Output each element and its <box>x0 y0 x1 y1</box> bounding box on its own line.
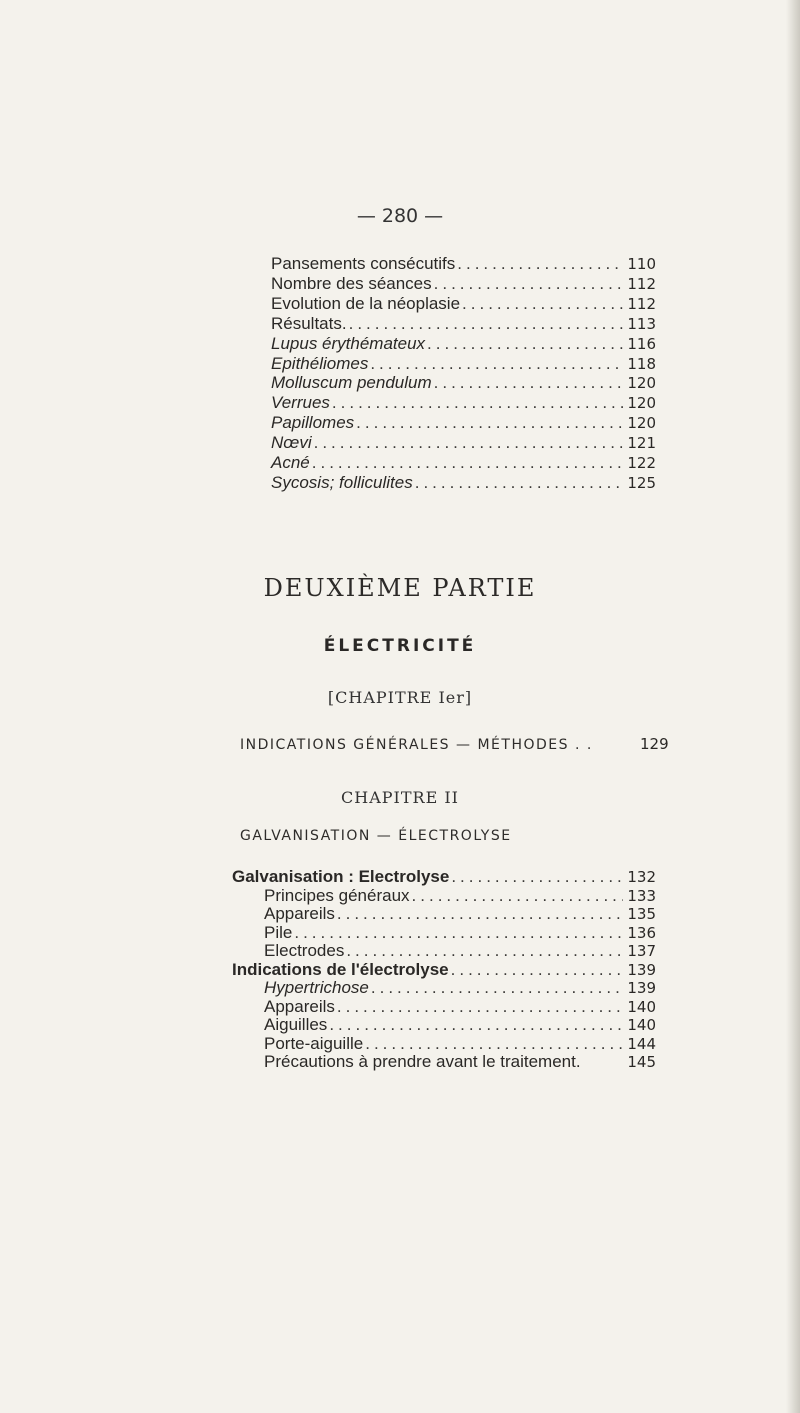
leader-dots <box>427 334 623 354</box>
toc-entry-label: Aiguilles <box>264 1015 328 1034</box>
toc-entry-label: Principes généraux <box>264 885 410 905</box>
toc-row <box>271 453 656 473</box>
leader-dots <box>294 923 623 943</box>
toc-row <box>271 274 656 294</box>
toc-row <box>264 904 656 924</box>
toc-entry-label: Epithéliomes <box>271 353 369 373</box>
chapter-1-subtitle: INDICATIONS GÉNÉRALES — MÉTHODES . . <box>240 737 593 753</box>
toc-entry-page: 122 <box>627 454 656 472</box>
toc-entry-label: Précautions à prendre avant le traitement. <box>264 1052 581 1071</box>
leader-dots <box>337 997 623 1017</box>
leader-dots <box>434 274 624 294</box>
chapter-1-page: 129 <box>640 735 669 753</box>
toc-entry-label: Lupus érythémateux <box>271 333 426 353</box>
toc-entry-label: Porte-aiguille <box>264 1033 364 1053</box>
toc-row <box>271 433 656 453</box>
leader-dots <box>349 314 624 334</box>
toc-entry-page: 136 <box>627 923 656 942</box>
section-title: ÉLECTRICITÉ <box>323 636 477 656</box>
toc-row <box>271 373 656 393</box>
leader-dots <box>312 453 624 473</box>
leader-dots <box>337 904 623 924</box>
leader-dots <box>371 978 623 998</box>
leader-dots <box>457 254 623 274</box>
leader-dots <box>462 294 623 314</box>
toc-entry-label: Appareils <box>264 904 335 923</box>
toc-row <box>264 978 656 998</box>
leader-dots <box>412 886 624 906</box>
toc-entry-page: 139 <box>627 979 656 997</box>
toc-entry-page: 120 <box>627 374 656 393</box>
toc-entry-label: Evolution de la néoplasie <box>271 293 461 313</box>
leader-dots <box>451 867 623 887</box>
toc-row <box>271 473 656 493</box>
toc-entry-page: 120 <box>627 414 656 433</box>
toc-entry-page: 144 <box>627 1034 656 1053</box>
toc-entry-label: Résultats. <box>271 313 347 333</box>
toc-entry-label: Pile <box>264 922 293 942</box>
toc-entry-label: Hypertrichose <box>264 978 369 997</box>
toc-entry-page: 125 <box>627 473 656 492</box>
toc-entry-page: 118 <box>627 354 656 373</box>
leader-dots <box>356 413 623 433</box>
toc-row <box>264 941 656 961</box>
toc-row <box>264 997 656 1017</box>
toc-entry-label: Electrodes <box>264 941 345 960</box>
toc-entry-label: Molluscum pendulum <box>271 373 432 393</box>
toc-entry-page: 116 <box>627 334 656 353</box>
toc-entry-page: 132 <box>627 868 656 886</box>
leader-dots <box>314 433 624 453</box>
chapter-2-heading: CHAPITRE II <box>341 788 459 807</box>
toc-row <box>271 314 656 334</box>
leader-dots <box>346 941 623 961</box>
toc-row <box>232 960 656 980</box>
toc-entry-label: Acné <box>271 453 310 472</box>
toc-row <box>264 1015 656 1035</box>
leader-dots <box>329 1015 623 1035</box>
toc-row <box>232 867 656 887</box>
toc-entry-page: 112 <box>627 294 656 313</box>
toc-entry-page: 121 <box>627 434 656 453</box>
page-number: — 280 — <box>356 205 444 227</box>
toc-entry-label: Nœvi <box>271 433 312 453</box>
chapter-1-heading: [CHAPITRE Ier] <box>327 688 473 707</box>
toc-row <box>264 886 656 906</box>
toc-row <box>271 413 656 433</box>
toc-entry-page: 145 <box>627 1053 656 1071</box>
toc-entry-page: 113 <box>627 314 656 333</box>
toc-row <box>271 334 656 354</box>
leader-dots <box>451 960 624 980</box>
toc-row <box>271 354 656 374</box>
toc-row <box>271 254 656 274</box>
toc-entry-page: 140 <box>627 997 656 1016</box>
toc-entry-page: 112 <box>627 274 656 293</box>
toc-entry-label: Papillomes <box>271 413 355 433</box>
toc-entry-label: Galvanisation : Electrolyse <box>232 867 450 886</box>
chapter-2-subtitle: GALVANISATION — ÉLECTROLYSE <box>240 828 512 844</box>
toc-entry-label: Appareils <box>264 996 335 1016</box>
toc-entry-page: 137 <box>627 942 656 960</box>
toc-entry-page: 140 <box>627 1016 656 1034</box>
leader-dots <box>370 354 623 374</box>
toc-row <box>264 923 656 943</box>
toc-entry-page: 110 <box>627 255 656 273</box>
toc-entry-label: Indications de l'électrolyse <box>232 959 449 979</box>
toc-entry-page: 133 <box>627 886 656 905</box>
part-title: DEUXIÈME PARTIE <box>263 574 537 602</box>
toc-row <box>271 294 656 314</box>
toc-row <box>271 393 656 413</box>
toc-entry-label: Pansements consécutifs <box>271 254 456 273</box>
toc-entry-page: 139 <box>627 960 656 979</box>
leader-dots <box>332 393 623 413</box>
toc-row <box>264 1034 656 1054</box>
toc-entry-label: Verrues <box>271 393 330 413</box>
toc-row <box>264 1052 656 1072</box>
leader-dots <box>415 473 624 493</box>
toc-entry-page: 135 <box>627 905 656 923</box>
toc-entry-page: 120 <box>627 394 656 413</box>
leader-dots <box>434 373 624 393</box>
toc-entry-label: Nombre des séances <box>271 273 432 293</box>
leader-dots <box>365 1034 623 1054</box>
toc-entry-label: Sycosis; folliculites <box>271 472 413 492</box>
